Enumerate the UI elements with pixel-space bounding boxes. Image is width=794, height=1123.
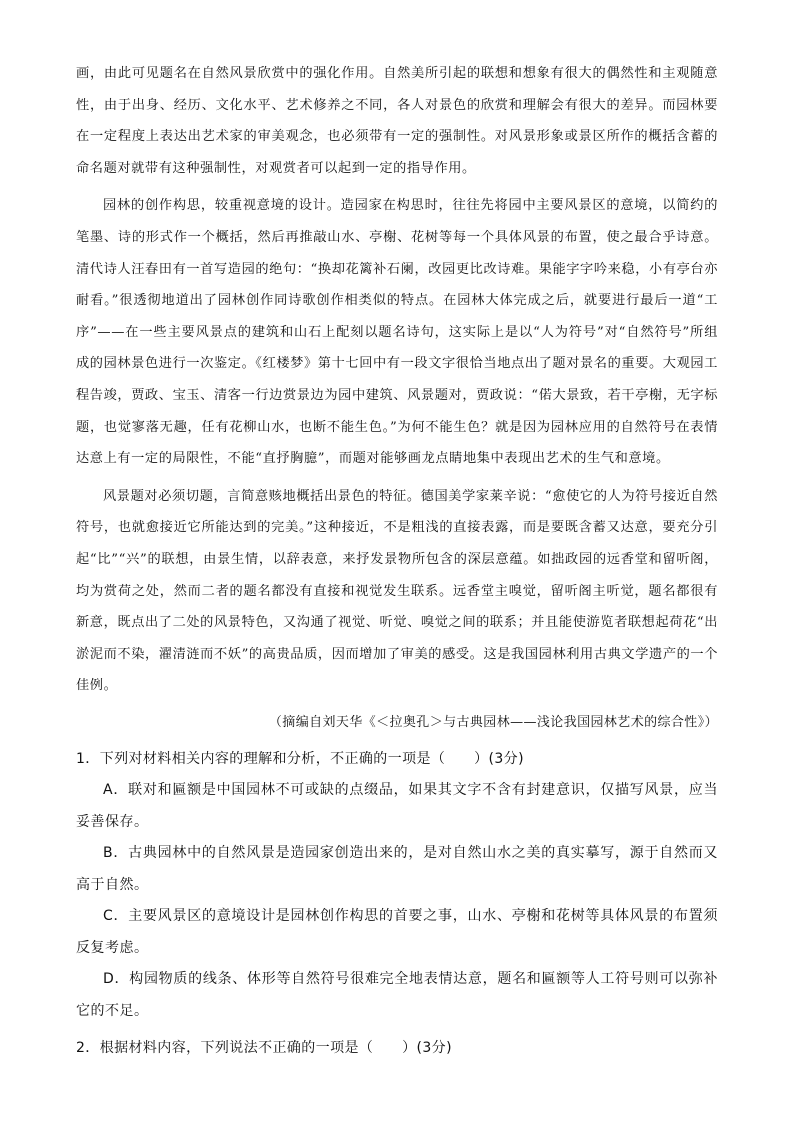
question-option-b: B．古典园林中的自然风景是造园家创造出来的，是对自然山水之美的真实摹写，源于自然而又高于自然。 xyxy=(76,845,718,893)
article-source: （摘编自刘天华《＜拉奥孔＞与古典园林——浅论我国园林艺术的综合性》） xyxy=(268,714,718,730)
question-option-c: C．主要风景区的意境设计是园林创作构思的首要之事，山水、亭榭和花树等具体风景的布置须反复考虑。 xyxy=(76,908,718,956)
question-option-d: D．构园物质的线条、体形等自然符号很难完全地表情达意，题名和匾额等人工符号则可以弥补它的不足。 xyxy=(76,971,718,1019)
question-option-a: A．联对和匾额是中国园林不可或缺的点缀品，如果其文字不含有封建意识，仅描写风景，应当妥善保存。 xyxy=(76,782,718,830)
question-stem: 1．下列对材料相关内容的理解和分析，不正确的一项是（ ）(3分) xyxy=(76,750,524,767)
question-stem: 2．根据材料内容，下列说法不正确的一项是（ ）(3分) xyxy=(76,1040,452,1057)
article-paragraph: 园林的创作构思，较重视意境的设计。造园家在构思时，往往先将园中主要风景区的意境，以简约的笔墨、诗的形式作一个概括，然后再推敲山水、亭榭、花树等每一个具体风景的布置，使之最合乎诗意。清代诗人汪春田有一首写造园的绝句：“换却花篱补石阑，改园更比改诗难。果能字字吟来稳，小有亭台亦耐看。”很透彻地道出了园林创作同诗歌创作相类似的特点。在园林大体完成之后，就要进行最后一道“工序”——在一些主要风景点的建筑和山石上配刻以题名诗句，这实际上是以“人为符号”对“自然符号”所组成的园林景色进行一次鉴定。《红楼梦》第十七回中有一段文字很恰当地点出了题对景名的重要。大观园工程告竣，贾政、宝玉、清客一行边赏景边为园中建筑、风景题对，贾政说：“偌大景致，若干亭榭，无字标题，也觉寥落无趣，任有花柳山水，也断不能生色。”为何不能生色？就是因为园林应用的自然符号在表情达意上有一定的局限性，不能“直抒胸臆”，而题对能够画龙点睛地集中表现出艺术的生气和意境。 xyxy=(76,198,718,467)
document-body xyxy=(76,58,718,1065)
article-paragraph: 画，由此可见题名在自然风景欣赏中的强化作用。自然美所引起的联想和想象有很大的偶然性和主观随意性，由于出身、经历、文化水平、艺术修养之不同，各人对景色的欣赏和理解会有很大的差异。而园林要在一定程度上表达出艺术家的审美观念，也必须带有一定的强制性。对风景形象或景区所作的概括含蓄的命名题对就带有这种强制性，对观赏者可以起到一定的指导作用。 xyxy=(76,66,718,176)
article-paragraph: 风景题对必须切题，言简意赅地概括出景色的特征。德国美学家莱辛说：“愈使它的人为符号接近自然符号，也就愈接近它所能达到的完美。”这种接近，不是粗浅的直接表露，而是要既含蓄又达意，要充分引起“比”“兴”的联想，由景生情，以辞表意，来抒发景物所包含的深层意蕴。如拙政园的远香堂和留听阁，均为赏荷之处，然而二者的题名都没有直接和视觉发生联系。远香堂主嗅觉，留听阁主听觉，题名都很有新意，既点出了二处的风景特色，又沟通了视觉、听觉、嗅觉之间的联系；并且能使游览者联想起荷花“出淤泥而不染，濯清涟而不妖”的高贵品质，因而增加了审美的感受。这是我国园林利用古典文学遗产的一个佳例。 xyxy=(76,488,718,694)
